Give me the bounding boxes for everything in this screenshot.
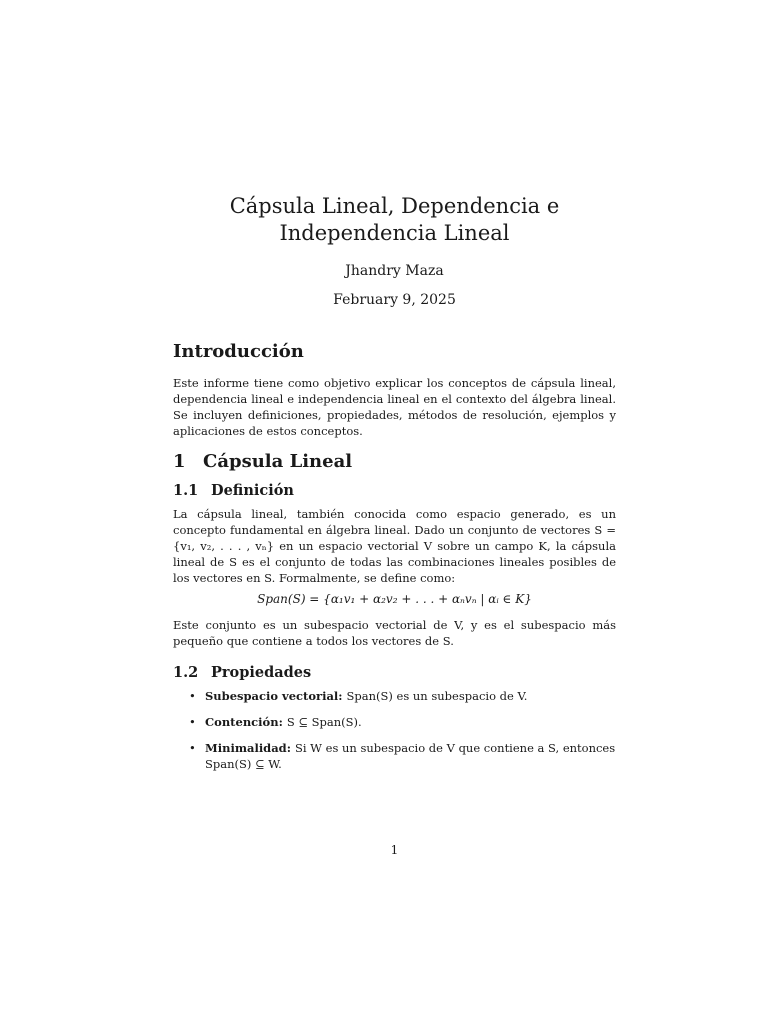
section-1-title: Cápsula Lineal xyxy=(203,451,353,472)
bullet-icon: • xyxy=(189,715,196,729)
property-label: Minimalidad: xyxy=(205,741,291,755)
subsection-1-2-heading xyxy=(173,664,311,682)
section-1-heading xyxy=(173,451,352,473)
intro-heading: Introducción xyxy=(173,341,304,362)
subsection-1-1-number: 1.1 xyxy=(173,482,199,499)
definition-followup-paragraph: Este conjunto es un subespacio vectorial de V, y es el subespacio más pequeño que contiene a todos los vectores de S. xyxy=(173,618,616,648)
bullet-icon: • xyxy=(189,689,196,703)
property-text: S ⊆ Span(S). xyxy=(286,715,362,729)
bullet-icon: • xyxy=(189,741,196,755)
property-text: Span(S) es un subespacio de V. xyxy=(346,689,528,703)
section-1-number: 1 xyxy=(173,451,186,472)
document-date: February 9, 2025 xyxy=(333,292,456,308)
list-item xyxy=(173,714,616,730)
subsection-1-1-title: Definición xyxy=(211,482,294,499)
page-number: 1 xyxy=(390,843,399,857)
property-text: Si W es un subespacio de V que contiene a S, entonces Span(S) ⊆ W. xyxy=(205,741,616,771)
document-page xyxy=(173,0,616,1024)
subsection-1-1-heading xyxy=(173,482,294,500)
property-label: Contención: xyxy=(205,715,283,729)
property-label: Subespacio vectorial: xyxy=(205,689,343,703)
list-item xyxy=(173,740,616,772)
subsection-1-2-number: 1.2 xyxy=(173,664,199,681)
definition-paragraph: La cápsula lineal, también conocida como espacio generado, es un concepto fundamental en álgebra lineal. Dado un conjunto de vectores S = {v₁, v₂, . . . , vₙ} en un espacio vectorial V sobre un campo K, la cápsula lineal de S es el conjunto de todas las combinaciones lineales posibles de los vectores en S. Formalmente, se define como: xyxy=(173,507,616,585)
list-item xyxy=(173,688,616,704)
document-author: Jhandry Maza xyxy=(345,263,444,279)
intro-paragraph: Este informe tiene como objetivo explicar los conceptos de cápsula lineal, dependencia lineal e independencia lineal en el contexto del álgebra lineal. Se incluyen definiciones, propiedades, métodos de resolución, ejemplos y aplicaciones de estos conceptos. xyxy=(173,376,616,438)
document-title: Cápsula Lineal, Dependencia e Independencia Lineal xyxy=(229,194,560,245)
properties-list xyxy=(173,688,616,772)
span-formula: Span(S) = {α₁v₁ + α₂v₂ + . . . + αₙvₙ | αᵢ ∈ K} xyxy=(257,592,532,606)
subsection-1-2-title: Propiedades xyxy=(211,664,312,681)
